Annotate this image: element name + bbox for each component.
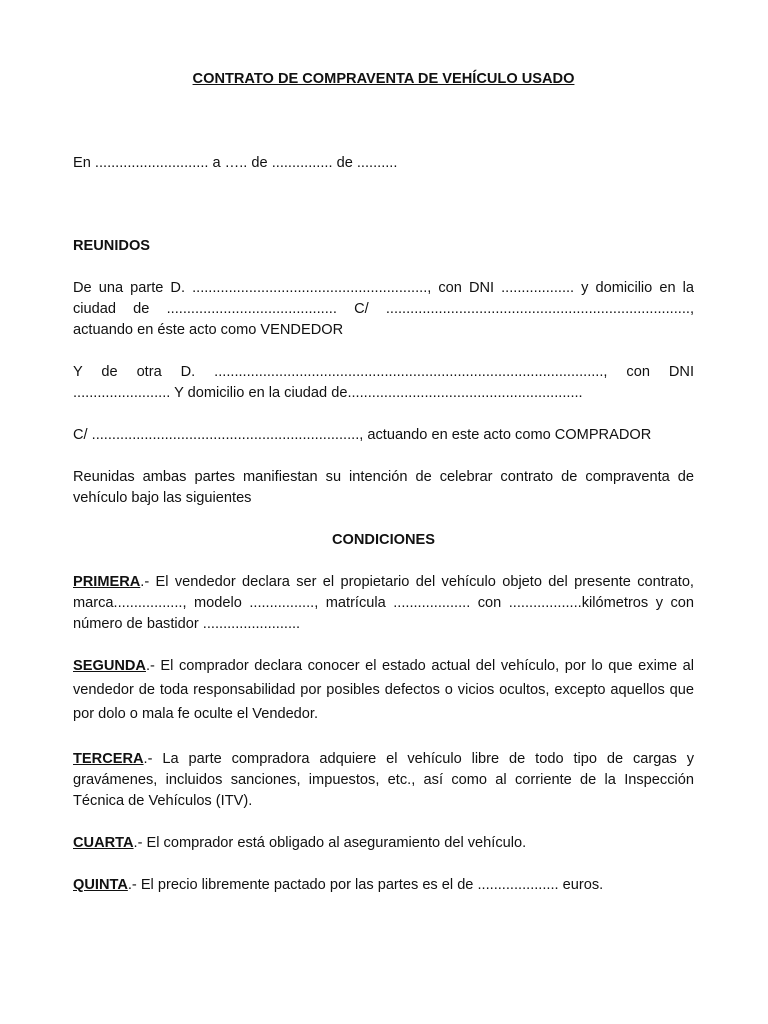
comprador-address-paragraph: C/ .................................................................., actuando en este acto como COMPRADOR bbox=[73, 427, 652, 443]
place-date-line: En ............................ a ….. de ............... de .......... bbox=[73, 155, 398, 171]
clause-title: QUINTA bbox=[73, 877, 128, 893]
condiciones-heading: CONDICIONES bbox=[332, 532, 435, 548]
clause-title: SEGUNDA bbox=[73, 658, 146, 674]
clause-title: CUARTA bbox=[73, 835, 134, 851]
clause-title: PRIMERA bbox=[73, 574, 141, 590]
clause-text: .- El vendedor declara ser el propietario del vehículo objeto del presente contrato, marca................., modelo ................, matrícula ................... con ..................kilómetros y con número de bastidor ........................ bbox=[73, 574, 694, 632]
reunidos-heading: REUNIDOS bbox=[73, 238, 151, 254]
document-title: CONTRATO DE COMPRAVENTA DE VEHÍCULO USADO bbox=[192, 71, 575, 87]
comprador-paragraph: Y de otra D. ................................................................................................, con DNI ........................ Y domicilio en la ciudad de.......................................................... bbox=[73, 364, 694, 401]
vendedor-paragraph: De una parte D. .........................................................., con DNI .................. y domicilio en la ciudad de .......................................... C/ ..........................................................................., actuando en éste acto como VENDEDOR bbox=[73, 280, 694, 338]
clause-tercera bbox=[73, 749, 694, 812]
clause-text: .- La parte compradora adquiere el vehículo libre de todo tipo de cargas y gravámenes, incluidos sanciones, impuestos, etc., así como al corriente de la Inspección Técnica de Vehículos (ITV). bbox=[73, 751, 694, 809]
clause-text: .- El precio libremente pactado por las partes es el de .................... euros. bbox=[127, 877, 604, 893]
clause-quinta bbox=[73, 875, 694, 896]
clause-segunda bbox=[73, 654, 694, 726]
clause-text: .- El comprador declara conocer el estado actual del vehículo, por lo que exime al vendedor de toda responsabilidad por posibles defectos o vicios ocultos, excepto aquellos que por dolo o mala fe oculte el Vendedor. bbox=[73, 658, 694, 722]
clause-primera bbox=[73, 572, 694, 635]
clause-cuarta bbox=[73, 833, 694, 854]
clause-text: .- El comprador está obligado al aseguramiento del vehículo. bbox=[133, 835, 527, 851]
clause-title: TERCERA bbox=[73, 751, 144, 767]
intro-paragraph: Reunidas ambas partes manifiestan su intención de celebrar contrato de compraventa de vehículo bajo las siguientes bbox=[73, 469, 694, 506]
